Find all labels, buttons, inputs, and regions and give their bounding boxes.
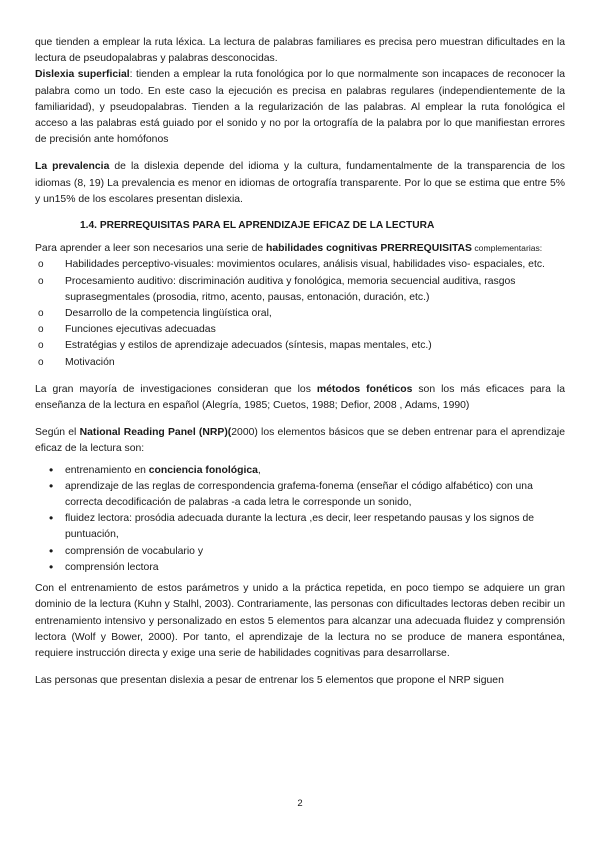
circle-bullet-icon: o: [38, 324, 44, 336]
list-item: o Habilidades perceptivo-visuales: movimientos oculares, análisis visual, habilidades viso- espaciales, etc.: [35, 257, 565, 273]
list-item: o Desarrollo de la competencia lingüística oral,: [35, 306, 565, 322]
term-nrp: National Reading Panel (NRP)(: [79, 427, 232, 439]
paragraph-ruta-lexica: que tienden a emplear la ruta léxica. La lectura de palabras familiares es precisa pero muestran dificultades en la lectura de pseudopalabras y palabras desconocidas.: [35, 37, 565, 65]
bullet-dot-icon: •: [49, 511, 54, 526]
list-item: o Motivación: [35, 355, 565, 371]
paragraph-entrenamiento: Con el entrenamiento de estos parámetros y unido a la práctica repetida, en poco tiempo se adquiere un gran dominio de la lectura (Kuhn y Stalhl, 2003). Contrariamente, las personas con dificultades lectoras deben recibir un entrenamiento intensivo y personalizado en estos 5 elementos para alcanzar una adecuada fluidez y comprensión lectora (Wolf y Bower, 2000). Por tanto, el aprendizaje de la lectura no se produce de manera espontánea, requiere instrucción directa y exige una serie de habilidades cognitivas para desarrollarse.: [35, 583, 565, 659]
circle-bullet-icon: o: [38, 308, 44, 320]
page-number: 2: [297, 798, 303, 809]
circle-bullet-icon: o: [38, 340, 44, 352]
bullet-dot-icon: •: [49, 559, 54, 574]
paragraph-prerrequisitas-intro: Para aprender a leer son necesarios una serie de habilidades cognitivas PRERREQUISITAS complementarias:: [35, 243, 543, 255]
list-item: • aprendizaje de las reglas de correspondencia grafema-fonema (enseñar el código alfabético) con una correcta decodificación de palabras -a cada letra le corresponde un sonido,: [49, 478, 533, 509]
term-dislexia-superficial: Dislexia superficial: [35, 69, 130, 81]
page-content: [35, 35, 565, 689]
prerequisites-list: [35, 257, 565, 370]
paragraph-metodos-foneticos: La gran mayoría de investigaciones consideran que los métodos fonéticos son los más eficaces para la enseñanza de la lectura en español (Alegría, 1985; Cuetos, 1988; Defior, 2008 , Adams, 1990): [35, 383, 565, 412]
section-heading: 1.4. PRERREQUISITAS PARA EL APRENDIZAJE EFICAZ DE LA LECTURA: [80, 220, 435, 232]
list-item: • entrenamiento en conciencia fonológica,: [49, 462, 261, 477]
bullet-dot-icon: •: [49, 462, 54, 477]
list-item: • comprensión de vocabulario y: [49, 543, 204, 558]
list-item: o Funciones ejecutivas adecuadas: [35, 322, 565, 338]
paragraph-nrp: Según el National Reading Panel (NRP)(2000) los elementos básicos que se deben entrenar para el aprendizaje eficaz de la lectura son:: [35, 427, 565, 455]
circle-bullet-icon: o: [38, 356, 44, 368]
list-item: o Estratégias y estilos de aprendizaje adecuados (síntesis, mapas mentales, etc.): [35, 338, 565, 354]
paragraph-prevalencia: La prevalencia de la dislexia depende del idioma y la cultura, fundamentalmente de la transparencia de los idiomas (8, 19) La prevalencia es menor en idiomas de ortografía transparente. Por lo que se estima que entre 5% y un15% de los escolares presentan dislexia.: [35, 161, 565, 205]
list-item: • fluidez lectora: prosódia adecuada durante la lectura ,es decir, leer respetando pausas y los signos de puntuación,: [49, 511, 535, 541]
nrp-elements-list: [49, 463, 565, 576]
term-metodos-foneticos: métodos fonéticos: [316, 383, 413, 395]
list-item: o Procesamiento auditivo: discriminación auditiva y fonológica, memoria secuencial auditiva, rasgos suprasegmentales (prosodia, ritmo, acento, pausas, entonación, duración, etc.): [38, 275, 516, 303]
term-habilidades: habilidades cognitivas PRERREQUISITAS: [266, 243, 472, 255]
bullet-dot-icon: •: [49, 478, 54, 493]
bullet-dot-icon: •: [49, 543, 54, 558]
paragraph-dislexia-nrp: Las personas que presentan dislexia a pesar de entrenar los 5 elementos que propone el NRP siguen: [35, 675, 504, 687]
list-item: • comprensión lectora: [49, 559, 159, 574]
paragraph-dislexia-superficial: Dislexia superficial: tienden a emplear la ruta fonológica por lo que normalmente son incapaces de reconocer la palabra como un todo. En este caso la ejecución es precisa en palabras regulares (independientemente de la familiaridad), y pseudopalabras. Tienden a la regularización de las palabras. Al emplear la ruta fonológica el acceso a las palabras está guiado por el sonido y no por la ortografía de la palabra por lo que manifiestan errores de precisión ante homófonos: [35, 69, 565, 146]
term-prevalencia: La prevalencia: [35, 161, 110, 173]
circle-bullet-icon: o: [38, 275, 44, 287]
circle-bullet-icon: o: [38, 259, 44, 271]
